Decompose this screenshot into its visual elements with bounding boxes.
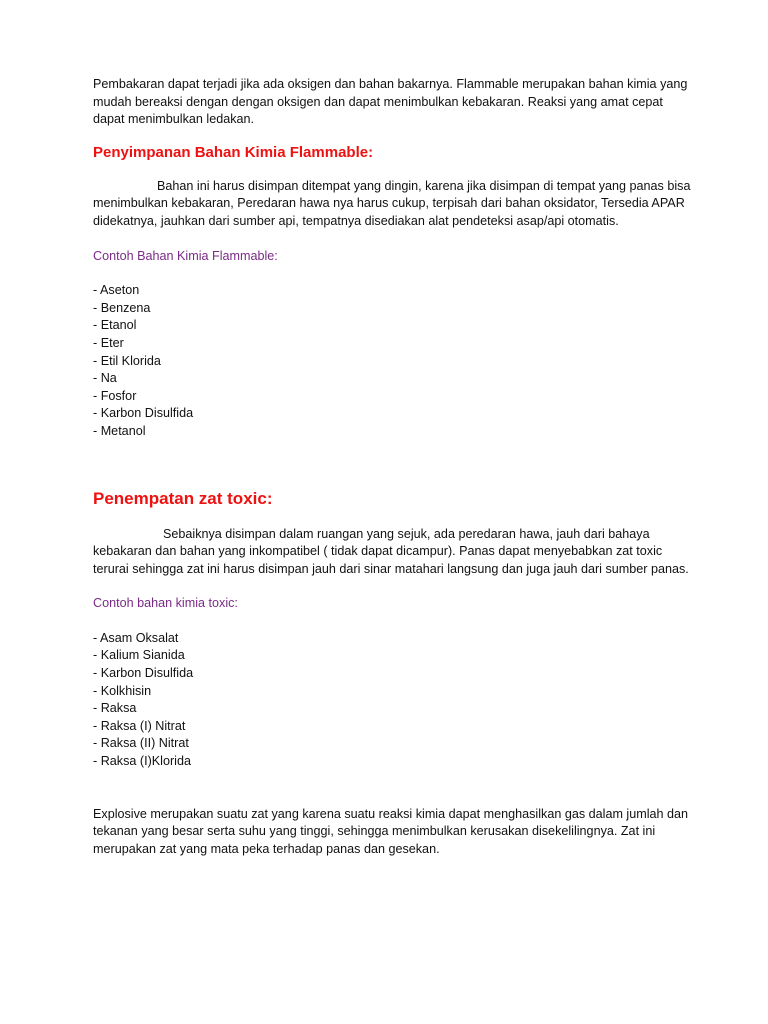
- list-item: - Asam Oksalat: [93, 630, 179, 645]
- list-item: - Etanol: [93, 318, 137, 333]
- list-item: - Karbon Disulfida: [93, 406, 194, 421]
- list-item: - Kalium Sianida: [93, 648, 185, 663]
- flammable-heading: Penyimpanan Bahan Kimia Flammable:: [93, 143, 374, 161]
- list-item: - Karbon Disulfida: [93, 666, 194, 681]
- flammable-examples-heading: Contoh Bahan Kimia Flammable:: [93, 248, 278, 263]
- flammable-examples-list: [93, 282, 693, 440]
- intro-paragraph: Pembakaran dapat terjadi jika ada oksigen dan bahan bakarnya. Flammable merupakan bahan kimia yang mudah bereaksi dengan dengan oksigen dan dapat menimbulkan kebakaran. Reaksi yang amat cepat dapat menimbulkan ledakan.: [93, 77, 688, 127]
- toxic-paragraph: Sebaiknya disimpan dalam ruangan yang sejuk, ada peredaran hawa, jauh dari bahaya kebakaran dan bahan yang inkompatibel ( tidak dapat dicampur). Panas dapat menyebabkan zat toxic terurai sehingga zat ini harus disimpan jauh dari sinar matahari langsung dan juga jauh dari sumber panas.: [93, 526, 689, 576]
- list-item: - Fosfor: [93, 388, 137, 403]
- toxic-examples-heading: Contoh bahan kimia toxic:: [93, 596, 238, 611]
- toxic-examples-list: [93, 630, 693, 771]
- list-item: - Aseton: [93, 283, 140, 298]
- toxic-heading: Penempatan zat toxic:: [93, 488, 273, 508]
- list-item: - Raksa (I) Nitrat: [93, 718, 186, 733]
- explosive-paragraph: Explosive merupakan suatu zat yang karena suatu reaksi kimia dapat menghasilkan gas dalam jumlah dan tekanan yang besar serta suhu yang tinggi, sehingga menimbulkan kerusakan disekelilingnya. Zat ini merupakan zat yang mata peka terhadap panas dan gesekan.: [93, 806, 689, 856]
- list-item: - Raksa (II) Nitrat: [93, 736, 189, 751]
- list-item: - Na: [93, 371, 117, 386]
- list-item: - Kolkhisin: [93, 683, 152, 698]
- list-item: - Metanol: [93, 423, 146, 438]
- list-item: - Raksa (I)Klorida: [93, 754, 191, 769]
- list-item: - Raksa: [93, 701, 137, 716]
- list-item: - Benzena: [93, 300, 151, 315]
- list-item: - Etil Klorida: [93, 353, 161, 368]
- list-item: - Eter: [93, 335, 124, 350]
- flammable-paragraph: Bahan ini harus disimpan ditempat yang dingin, karena jika disimpan di tempat yang panas bisa menimbulkan kebakaran, Peredaran hawa nya harus cukup, terpisah dari bahan oksidator, Tersedia APAR didekatnya, jauhkan dari sumber api, tempatnya disediakan alat pendeteksi asap/api otomatis.: [93, 178, 691, 228]
- document-page: [93, 76, 693, 858]
